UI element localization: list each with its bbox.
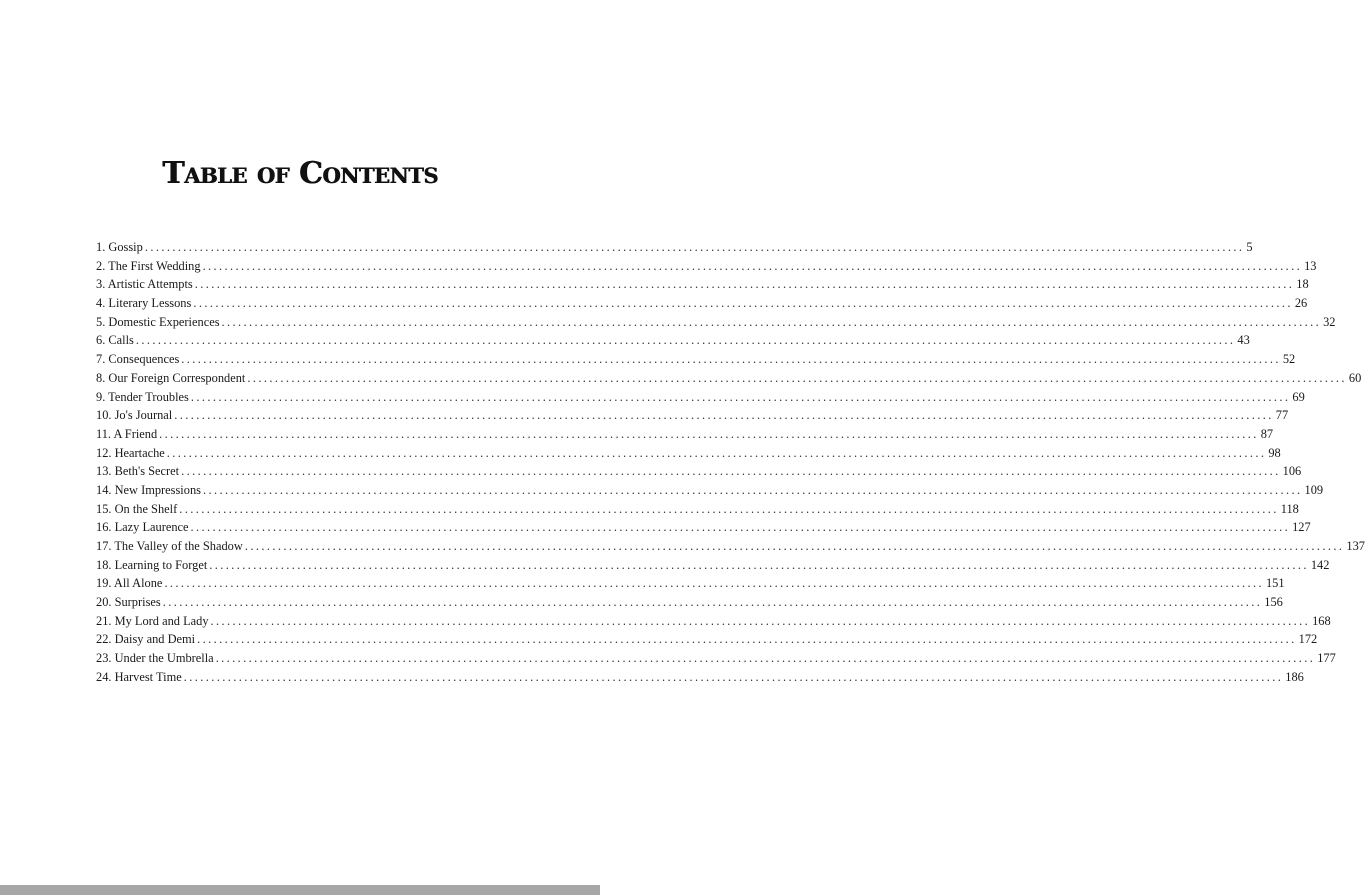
toc-entry[interactable]	[96, 444, 1281, 463]
toc-entry-title: 18. Learning to Forget	[96, 557, 208, 572]
toc-dot-leader: ........................................................................................................................................................................................................	[174, 408, 1274, 423]
toc-entry[interactable]	[96, 556, 1330, 575]
toc-entry[interactable]	[96, 369, 1362, 388]
toc-dot-leader: ........................................................................................................................................................................................................	[202, 482, 1303, 497]
toc-dot-leader: ........................................................................................................................................................................................................	[162, 595, 1263, 610]
toc-entry-title: 12. Heartache	[96, 445, 165, 460]
toc-dot-leader: ........................................................................................................................................................................................................	[190, 520, 1291, 535]
toc-entry-page-number: 77	[1275, 408, 1289, 423]
toc-entry-title: 22. Daisy and Demi	[96, 632, 196, 647]
toc-entry-title: 13. Beth's Secret	[96, 464, 180, 479]
toc-dot-leader: ........................................................................................................................................................................................................	[215, 651, 1316, 666]
toc-entry[interactable]	[96, 649, 1336, 668]
toc-entry[interactable]	[96, 630, 1318, 649]
toc-dot-leader: ........................................................................................................................................................................................................	[209, 557, 1309, 572]
toc-entry-title: 16. Lazy Laurence	[96, 520, 189, 535]
toc-entry[interactable]	[96, 462, 1302, 481]
toc-entry[interactable]	[96, 238, 1253, 257]
toc-entry[interactable]	[96, 275, 1309, 294]
toc-entry-title: 21. My Lord and Lady	[96, 613, 209, 628]
toc-entry-page-number: 156	[1264, 595, 1283, 610]
toc-entry-page-number: 172	[1298, 632, 1318, 647]
toc-entry-title: 5. Domestic Experiences	[96, 314, 220, 329]
toc-entry-title: 9. Tender Troubles	[96, 389, 189, 404]
toc-entry[interactable]	[96, 425, 1274, 444]
toc-entry[interactable]	[96, 500, 1299, 519]
toc-entry-page-number: 168	[1312, 613, 1331, 628]
toc-entry-page-number: 32	[1323, 314, 1336, 329]
toc-entry-page-number: 106	[1282, 464, 1302, 479]
toc-dot-leader: ........................................................................................................................................................................................................	[197, 632, 1297, 647]
toc-entry[interactable]	[96, 406, 1289, 425]
toc-entry[interactable]	[96, 257, 1317, 276]
toc-dot-leader: ........................................................................................................................................................................................................	[194, 277, 1295, 292]
toc-entry[interactable]	[96, 294, 1308, 313]
toc-dot-leader: ........................................................................................................................................................................................................	[166, 445, 1267, 460]
toc-entry[interactable]	[96, 350, 1296, 369]
toc-dot-leader: ........................................................................................................................................................................................................	[210, 613, 1311, 628]
toc-entry[interactable]	[96, 612, 1331, 631]
toc-dot-leader: ........................................................................................................................................................................................................	[135, 333, 1236, 348]
toc-entry-title: 2. The First Wedding	[96, 258, 201, 273]
page-title: Table of Contents	[162, 156, 438, 192]
toc-entry-page-number: 127	[1292, 520, 1311, 535]
toc-dot-leader: ........................................................................................................................................................................................................	[181, 464, 1281, 479]
toc-entry-page-number: 118	[1280, 501, 1299, 516]
toc-entry-title: 11. A Friend	[96, 426, 158, 441]
toc-entry-title: 6. Calls	[96, 333, 134, 348]
toc-entry-title: 7. Consequences	[96, 352, 180, 367]
toc-entry-page-number: 142	[1310, 557, 1330, 572]
toc-entry-title: 14. New Impressions	[96, 482, 201, 497]
toc-dot-leader: ........................................................................................................................................................................................................	[221, 314, 1322, 329]
toc-dot-leader: ........................................................................................................................................................................................................	[202, 258, 1303, 273]
toc-dot-leader: ........................................................................................................................................................................................................	[183, 669, 1284, 684]
toc-entry-page-number: 26	[1294, 296, 1308, 311]
toc-entry-title: 15. On the Shelf	[96, 501, 178, 516]
toc-entry-page-number: 60	[1348, 370, 1362, 385]
toc-entry-title: 17. The Valley of the Shadow	[96, 539, 243, 553]
toc-dot-leader: ........................................................................................................................................................................................................	[164, 576, 1264, 591]
toc-entry-page-number: 186	[1285, 669, 1304, 684]
toc-dot-leader: ........................................................................................................................................................................................................	[144, 240, 1245, 254]
toc-entry[interactable]	[96, 313, 1336, 332]
toc-dot-leader: ........................................................................................................................................................................................................	[244, 539, 1345, 553]
toc-entry[interactable]	[96, 331, 1250, 350]
toc-entry-title: 10. Jo's Journal	[96, 408, 173, 423]
toc-entry-page-number: 13	[1304, 258, 1317, 273]
toc-entry-title: 4. Literary Lessons	[96, 296, 192, 311]
toc-entry[interactable]	[96, 593, 1283, 612]
toc-entry-title: 24. Harvest Time	[96, 669, 182, 684]
toc-entry-title: 23. Under the Umbrella	[96, 651, 214, 666]
toc-entry[interactable]	[96, 537, 1365, 556]
toc-entry-page-number: 43	[1237, 333, 1250, 348]
table-of-contents-list	[96, 238, 1365, 687]
toc-entry-title: 19. All Alone	[96, 576, 163, 591]
toc-dot-leader: ........................................................................................................................................................................................................	[190, 389, 1291, 404]
toc-entry-title: 3. Artistic Attempts	[96, 277, 193, 292]
toc-entry-page-number: 18	[1296, 277, 1309, 292]
toc-entry-title: 8. Our Foreign Correspondent	[96, 370, 246, 385]
toc-entry[interactable]	[96, 388, 1305, 407]
toc-entry-title: 20. Surprises	[96, 595, 161, 610]
toc-entry[interactable]	[96, 518, 1311, 537]
toc-dot-leader: ........................................................................................................................................................................................................	[247, 370, 1347, 385]
toc-entry[interactable]	[96, 574, 1285, 593]
toc-dot-leader: ........................................................................................................................................................................................................	[193, 296, 1293, 311]
toc-entry-page-number: 137	[1346, 539, 1365, 553]
toc-entry-page-number: 98	[1268, 445, 1281, 460]
toc-entry-page-number: 151	[1265, 576, 1285, 591]
toc-dot-leader: ........................................................................................................................................................................................................	[181, 352, 1281, 367]
toc-dot-leader: ........................................................................................................................................................................................................	[179, 501, 1279, 516]
toc-entry[interactable]	[96, 668, 1304, 687]
toc-dot-leader: ........................................................................................................................................................................................................	[159, 426, 1259, 441]
toc-entry-page-number: 177	[1317, 651, 1336, 666]
toc-entry-page-number: 69	[1292, 389, 1305, 404]
toc-entry-page-number: 87	[1260, 426, 1274, 441]
toc-entry-page-number: 109	[1304, 482, 1324, 497]
toc-entry-title: 1. Gossip	[96, 240, 143, 254]
toc-entry-page-number: 52	[1282, 352, 1296, 367]
toc-entry-page-number: 5	[1246, 240, 1253, 254]
page-bottom-edge	[0, 885, 600, 895]
toc-entry[interactable]	[96, 481, 1324, 500]
